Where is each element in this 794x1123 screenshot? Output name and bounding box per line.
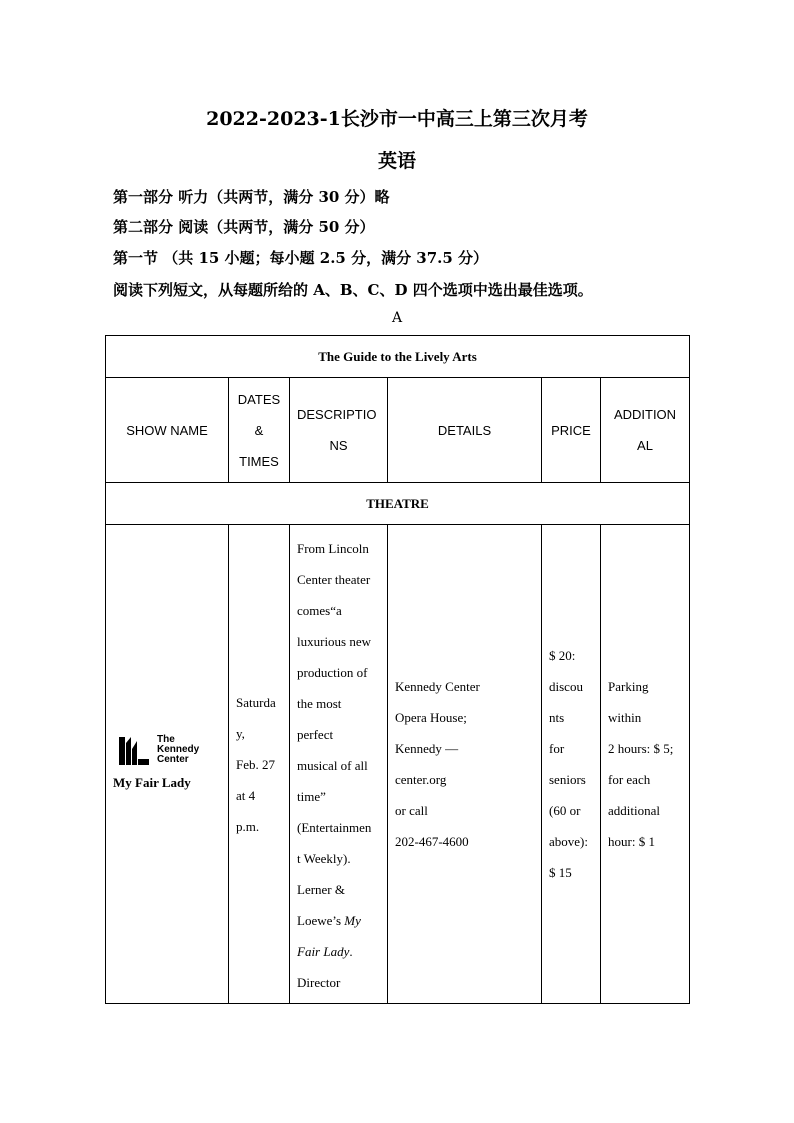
passage-label: A	[391, 310, 403, 326]
col-descriptions: DESCRIPTIO NS	[290, 378, 388, 483]
exam-title: 2022-2023-1长沙市一中高三上第三次月考	[206, 108, 588, 130]
show-name-cell	[106, 525, 229, 1004]
additional-cell: Parking within 2 hours: $ 5; for each additional hour: $ 1	[601, 525, 690, 1004]
part1-heading: 第一部分 听力（共两节，满分 30 分）略	[113, 188, 390, 206]
section1-heading: 第一节 （共 15 小题；每小题 2.5 分，满分 37.5 分）	[113, 249, 489, 267]
table-caption: The Guide to the Lively Arts	[106, 336, 690, 378]
part2-heading: 第二部分 阅读（共两节，满分 50 分）	[113, 218, 375, 236]
col-additional: ADDITION AL	[601, 378, 690, 483]
col-details: DETAILS	[388, 378, 542, 483]
kennedy-center-logo-icon	[117, 733, 151, 767]
logo-text: The Kennedy Center	[157, 733, 200, 765]
col-price: PRICE	[542, 378, 601, 483]
kennedy-center-logo	[117, 733, 221, 767]
subject-title: 英语	[377, 150, 416, 172]
col-show-name: SHOW NAME	[106, 378, 229, 483]
instruction-text: 阅读下列短文，从每题所给的 A、B、C、D 四个选项中选出最佳选项。	[113, 281, 593, 299]
lively-arts-table	[105, 335, 690, 1004]
description-cell: From Lincoln Center theater comes“a luxurious new production of the most perfect musical of all time” (Entertainmen t Weekly). Lerner & Loewe’s My Fair Lady. Director	[290, 525, 388, 1004]
col-dates: DATES & TIMES	[229, 378, 290, 483]
price-cell: $ 20: discou nts for seniors (60 or above): $ 15	[542, 525, 601, 1004]
details-cell: Kennedy Center Opera House; Kennedy — center.org or call 202-467-4600	[388, 525, 542, 1004]
category-row: THEATRE	[106, 483, 690, 525]
dates-cell: Saturda y, Feb. 27 at 4 p.m.	[229, 525, 290, 1004]
show-name: My Fair Lady	[113, 774, 191, 790]
